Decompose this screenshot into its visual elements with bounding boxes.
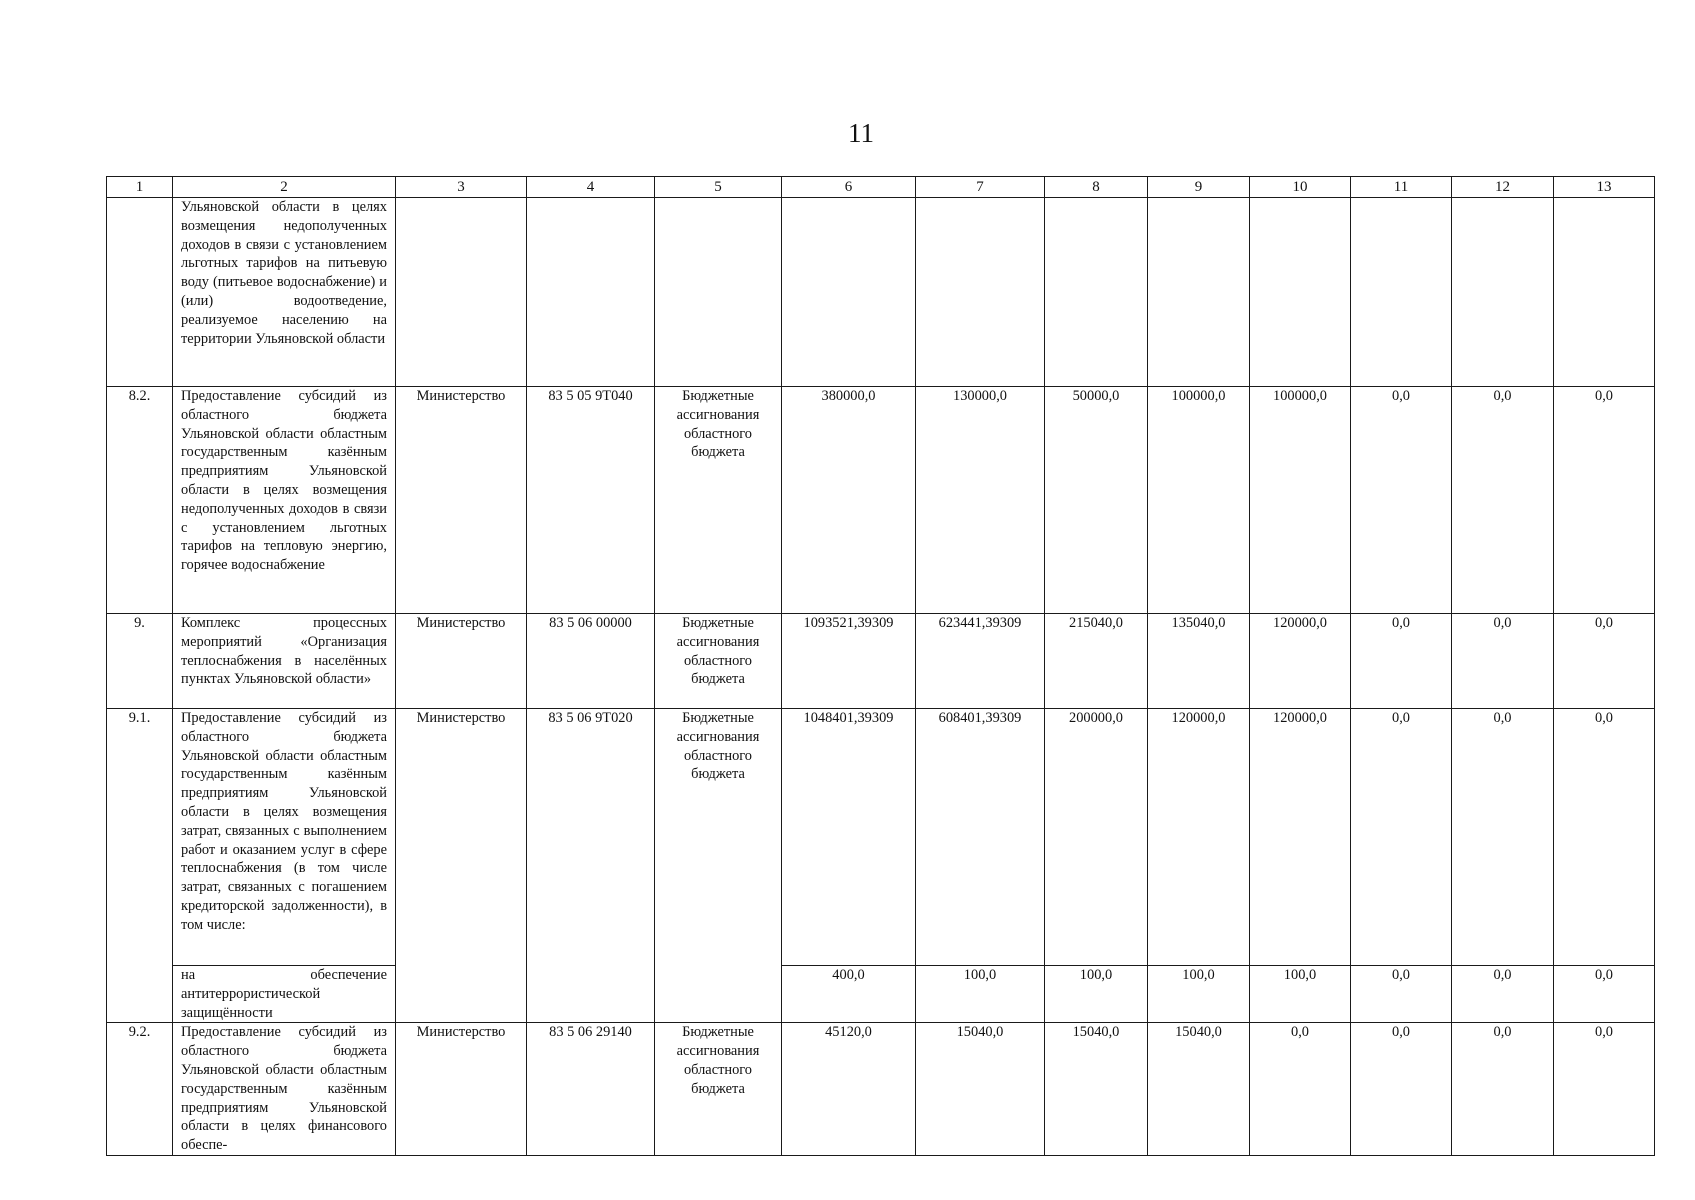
row-source: Бюджетные ассигнования областного бюджета bbox=[655, 387, 782, 614]
column-number: 9 bbox=[1148, 177, 1250, 198]
column-number: 6 bbox=[782, 177, 916, 198]
column-number-row bbox=[107, 177, 1655, 198]
row-value: 380000,0 bbox=[782, 387, 916, 614]
row-value: 120000,0 bbox=[1250, 614, 1351, 709]
row-value: 120000,0 bbox=[1148, 709, 1250, 966]
row-name: Комплекс процессных мероприятий «Организация теплоснабжения в населённых пунктах Ульяновской области» bbox=[173, 614, 396, 709]
row-source: Бюджетные ассигнования областного бюджета bbox=[655, 709, 782, 1023]
row-executor bbox=[396, 198, 527, 387]
row-sub-value: 0,0 bbox=[1554, 966, 1655, 1023]
row-value: 100000,0 bbox=[1250, 387, 1351, 614]
budget-table bbox=[106, 176, 1655, 1156]
row-name: Предоставление субсидий из областного бюджета Ульяновской области областным государственным казённым предприятиям Ульяновской области в целях финансового обеспе- bbox=[173, 1023, 396, 1156]
row-value: 0,0 bbox=[1351, 614, 1452, 709]
row-value: 0,0 bbox=[1452, 1023, 1554, 1156]
row-value: 623441,39309 bbox=[916, 614, 1045, 709]
row-source: Бюджетные ассигнования областного бюджета bbox=[655, 1023, 782, 1156]
row-value: 135040,0 bbox=[1148, 614, 1250, 709]
row-code bbox=[527, 198, 655, 387]
row-value: 0,0 bbox=[1554, 387, 1655, 614]
row-value bbox=[1351, 198, 1452, 387]
row-value bbox=[782, 198, 916, 387]
row-value: 0,0 bbox=[1554, 709, 1655, 966]
row-name: Предоставление субсидий из областного бюджета Ульяновской области областным государственным казённым предприятиям Ульяновской области в целях возмещения затрат, связанных с выполнением работ и оказанием услуг в сфере теплоснабжения (в том числе затрат, связанных с погашением кредиторской задолженности), в том числе: bbox=[173, 709, 396, 966]
column-number: 7 bbox=[916, 177, 1045, 198]
column-number: 3 bbox=[396, 177, 527, 198]
row-value: 0,0 bbox=[1250, 1023, 1351, 1156]
row-value: 215040,0 bbox=[1045, 614, 1148, 709]
row-value: 100000,0 bbox=[1148, 387, 1250, 614]
row-sub-value: 100,0 bbox=[1148, 966, 1250, 1023]
row-value bbox=[1452, 198, 1554, 387]
row-value: 0,0 bbox=[1452, 387, 1554, 614]
row-name: Предоставление субсидий из областного бюджета Ульяновской области областным государственным казённым предприятиям Ульяновской области в целях возмещения недополученных доходов в связи с установлением льготных тарифов на тепловую энергию, горячее водоснабжение bbox=[173, 387, 396, 614]
row-value: 0,0 bbox=[1554, 614, 1655, 709]
column-number: 13 bbox=[1554, 177, 1655, 198]
row-value: 0,0 bbox=[1554, 1023, 1655, 1156]
row-value: 120000,0 bbox=[1250, 709, 1351, 966]
row-value: 0,0 bbox=[1351, 709, 1452, 966]
row-sub-value: 400,0 bbox=[782, 966, 916, 1023]
row-value bbox=[1554, 198, 1655, 387]
row-value: 50000,0 bbox=[1045, 387, 1148, 614]
row-number: 9.2. bbox=[107, 1023, 173, 1156]
column-number: 1 bbox=[107, 177, 173, 198]
column-number: 12 bbox=[1452, 177, 1554, 198]
row-value: 0,0 bbox=[1452, 709, 1554, 966]
row-executor: Министерство bbox=[396, 614, 527, 709]
row-value: 608401,39309 bbox=[916, 709, 1045, 966]
column-number: 2 bbox=[173, 177, 396, 198]
row-value: 45120,0 bbox=[782, 1023, 916, 1156]
row-value: 1093521,39309 bbox=[782, 614, 916, 709]
row-value: 200000,0 bbox=[1045, 709, 1148, 966]
row-number: 9. bbox=[107, 614, 173, 709]
column-number: 8 bbox=[1045, 177, 1148, 198]
row-source: Бюджетные ассигнования областного бюджета bbox=[655, 614, 782, 709]
row-value: 0,0 bbox=[1351, 1023, 1452, 1156]
row-sub-value: 100,0 bbox=[916, 966, 1045, 1023]
row-executor: Министерство bbox=[396, 1023, 527, 1156]
row-value bbox=[1250, 198, 1351, 387]
column-number: 10 bbox=[1250, 177, 1351, 198]
row-value: 15040,0 bbox=[916, 1023, 1045, 1156]
table-row bbox=[107, 1023, 1655, 1156]
row-code: 83 5 06 29140 bbox=[527, 1023, 655, 1156]
row-sub-value: 0,0 bbox=[1351, 966, 1452, 1023]
row-code: 83 5 05 9Т040 bbox=[527, 387, 655, 614]
column-number: 5 bbox=[655, 177, 782, 198]
column-number: 11 bbox=[1351, 177, 1452, 198]
table-row bbox=[107, 614, 1655, 709]
row-sub-value: 100,0 bbox=[1250, 966, 1351, 1023]
row-value: 0,0 bbox=[1351, 387, 1452, 614]
row-value bbox=[916, 198, 1045, 387]
row-value: 1048401,39309 bbox=[782, 709, 916, 966]
row-value: 15040,0 bbox=[1148, 1023, 1250, 1156]
row-value bbox=[1148, 198, 1250, 387]
row-sub-value: 0,0 bbox=[1452, 966, 1554, 1023]
row-sub-value: 100,0 bbox=[1045, 966, 1148, 1023]
row-executor: Министерство bbox=[396, 709, 527, 1023]
row-value: 130000,0 bbox=[916, 387, 1045, 614]
row-value: 0,0 bbox=[1452, 614, 1554, 709]
row-code: 83 5 06 9Т020 bbox=[527, 709, 655, 1023]
row-value bbox=[1045, 198, 1148, 387]
table-row bbox=[107, 198, 1655, 387]
row-sub-name: на обеспечение антитеррористической защищённости bbox=[173, 966, 396, 1023]
table-row bbox=[107, 709, 1655, 966]
table-row bbox=[107, 966, 1655, 1023]
column-number: 4 bbox=[527, 177, 655, 198]
page-number: 11 bbox=[848, 118, 874, 148]
row-number bbox=[107, 198, 173, 387]
row-source bbox=[655, 198, 782, 387]
table-row bbox=[107, 387, 1655, 614]
row-executor: Министерство bbox=[396, 387, 527, 614]
row-name: Ульяновской области в целях возмещения недополученных доходов в связи с установлением льготных тарифов на питьевую воду (питьевое водоснабжение) и (или) водоотведение, реализуемое населению на территории Ульяновской области bbox=[173, 198, 396, 387]
row-number: 9.1. bbox=[107, 709, 173, 1023]
row-value: 15040,0 bbox=[1045, 1023, 1148, 1156]
row-code: 83 5 06 00000 bbox=[527, 614, 655, 709]
row-number: 8.2. bbox=[107, 387, 173, 614]
